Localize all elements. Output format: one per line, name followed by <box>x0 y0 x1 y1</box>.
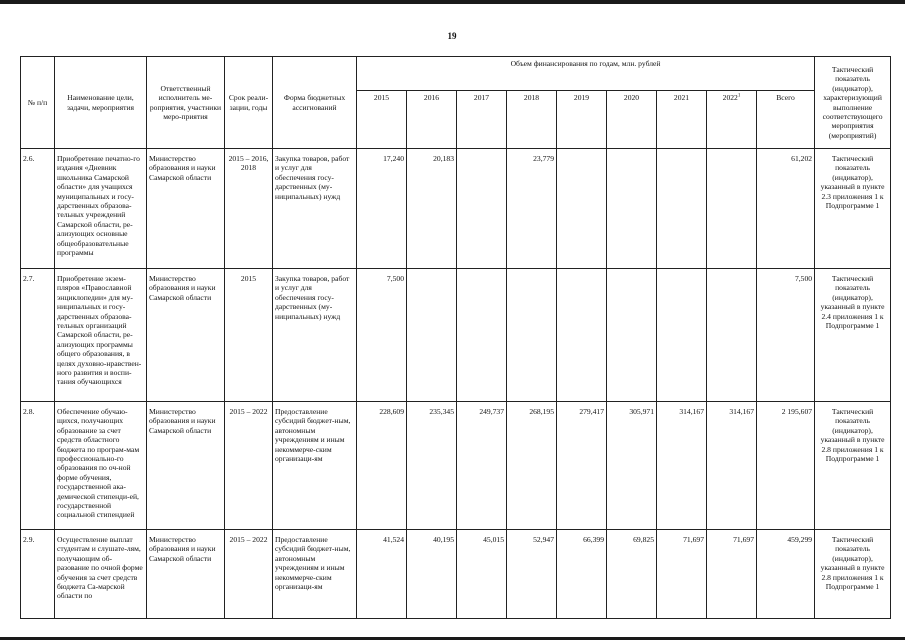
row-value <box>707 149 757 269</box>
row-total: 2 195,607 <box>757 402 815 530</box>
row-total: 459,299 <box>757 530 815 619</box>
header-num: № п/п <box>21 57 55 149</box>
row-name: Приобретение экзем-пляров «Православной энциклопедии» для му-ниципальных и госу-дарственных образова-тельных организаций Самарской области, ре-ализующих программы общего образования, в целях духовно-нравствен-ного развития и воспи-тания обучающихся <box>55 269 147 402</box>
row-value: 41,524 <box>357 530 407 619</box>
row-name: Обеспечение обучаю-щихся, получающих образование за счет средств областного бюджета по програм-мам профессионально-го образования по оч-ной форме обучения, государственной ака-демической стипенди-ей, государственной социальной стипендией <box>55 402 147 530</box>
row-tactical: Тактический показатель (индикатор), указанный в пункте 2.3 приложения 1 к Подпрограмме 1 <box>815 149 891 269</box>
row-value <box>707 269 757 402</box>
row-value: 314,167 <box>707 402 757 530</box>
row-num: 2.7. <box>21 269 55 402</box>
header-tactical: Тактический показатель (индикатор), характеризующий выполнение соответствующего мероприятия (мероприятий) <box>815 57 891 149</box>
row-executor: Министерство образования и науки Самарской области <box>147 149 225 269</box>
row-value <box>507 269 557 402</box>
header-name: Наименование цели, задачи, мероприятия <box>55 57 147 149</box>
row-value <box>607 269 657 402</box>
header-term: Срок реали-зации, годы <box>225 57 273 149</box>
header-year: 2016 <box>407 91 457 149</box>
row-value: 235,345 <box>407 402 457 530</box>
row-value: 45,015 <box>457 530 507 619</box>
row-value: 268,195 <box>507 402 557 530</box>
row-value: 66,399 <box>557 530 607 619</box>
row-value <box>407 269 457 402</box>
row-value: 314,167 <box>657 402 707 530</box>
row-form: Предоставление субсидий бюджет-ным, автономным учреждениям и иным некоммерче-ским организаци-ям <box>273 530 357 619</box>
row-value: 228,609 <box>357 402 407 530</box>
header-executor: Ответственный исполнитель ме-роприятия, участники меро-приятия <box>147 57 225 149</box>
row-form: Предоставление субсидий бюджет-ным, автономным учреждениям и иным некоммерче-ским организаци-ям <box>273 402 357 530</box>
row-executor: Министерство образования и науки Самарской области <box>147 402 225 530</box>
row-executor: Министерство образования и науки Самарской области <box>147 530 225 619</box>
header-year: 2015 <box>357 91 407 149</box>
row-name: Осуществление выплат студентам и слушате-лям, получающим об-разование по очной форме обучения за счет средств бюджета Са-марской области по <box>55 530 147 619</box>
row-value <box>607 149 657 269</box>
row-value: 249,737 <box>457 402 507 530</box>
row-value <box>557 269 607 402</box>
header-year: 2018 <box>507 91 557 149</box>
row-term: 2015 – 2022 <box>225 530 273 619</box>
row-term: 2015 <box>225 269 273 402</box>
row-value <box>557 149 607 269</box>
page-number: 19 <box>447 31 457 41</box>
row-value: 52,947 <box>507 530 557 619</box>
row-num: 2.9. <box>21 530 55 619</box>
header-year-label: 2022 <box>722 93 738 102</box>
row-name: Приобретение печатно-го издания «Дневник школьника Самарской области» для учащихся муниципальных и госу-дарственных образова-тельных учреждений Самарской области, ре-ализующих основные общеобразовательные программы <box>55 149 147 269</box>
row-tactical: Тактический показатель (индикатор), указанный в пункте 2.8 приложения 1 к Подпрограмме 1 <box>815 402 891 530</box>
footnote-marker: 1 <box>737 93 741 99</box>
row-value: 20,183 <box>407 149 457 269</box>
header-total: Всего <box>757 91 815 149</box>
row-value <box>457 269 507 402</box>
table-row <box>21 269 891 402</box>
header-financing: Объем финансирования по годам, млн. рублей <box>357 57 815 91</box>
row-term: 2015 – 2022 <box>225 402 273 530</box>
row-value <box>657 269 707 402</box>
row-executor: Министерство образования и науки Самарской области <box>147 269 225 402</box>
row-value: 279,417 <box>557 402 607 530</box>
row-value: 23,779 <box>507 149 557 269</box>
row-value: 7,500 <box>357 269 407 402</box>
table-row <box>21 530 891 619</box>
row-num: 2.6. <box>21 149 55 269</box>
header-form: Форма бюджетных ассигнований <box>273 57 357 149</box>
row-value: 71,697 <box>657 530 707 619</box>
row-tactical: Тактический показатель (индикатор), указанный в пункте 2.4 приложения 1 к Подпрограмме 1 <box>815 269 891 402</box>
top-border <box>0 0 905 4</box>
row-term: 2015 – 2016, 2018 <box>225 149 273 269</box>
header-year: 2017 <box>457 91 507 149</box>
row-value: 305,971 <box>607 402 657 530</box>
table-row <box>21 149 891 269</box>
header-year: 2019 <box>557 91 607 149</box>
row-value: 71,697 <box>707 530 757 619</box>
row-value: 69,825 <box>607 530 657 619</box>
financing-table <box>20 56 891 619</box>
table-row <box>21 402 891 530</box>
header-year: 2020 <box>607 91 657 149</box>
row-value <box>457 149 507 269</box>
row-form: Закупка товаров, работ и услуг для обеспечения госу-дарственных (му-ниципальных) нужд <box>273 149 357 269</box>
row-tactical: Тактический показатель (индикатор), указанный в пункте 2.8 приложения 1 к Подпрограмме 1 <box>815 530 891 619</box>
row-num: 2.8. <box>21 402 55 530</box>
header-year: 2021 <box>657 91 707 149</box>
row-value: 17,240 <box>357 149 407 269</box>
row-total: 61,202 <box>757 149 815 269</box>
header-year-2022 <box>707 91 757 149</box>
row-total: 7,500 <box>757 269 815 402</box>
row-value: 40,195 <box>407 530 457 619</box>
row-value <box>657 149 707 269</box>
row-form: Закупка товаров, работ и услуг для обеспечения госу-дарственных (му-ниципальных) нужд <box>273 269 357 402</box>
